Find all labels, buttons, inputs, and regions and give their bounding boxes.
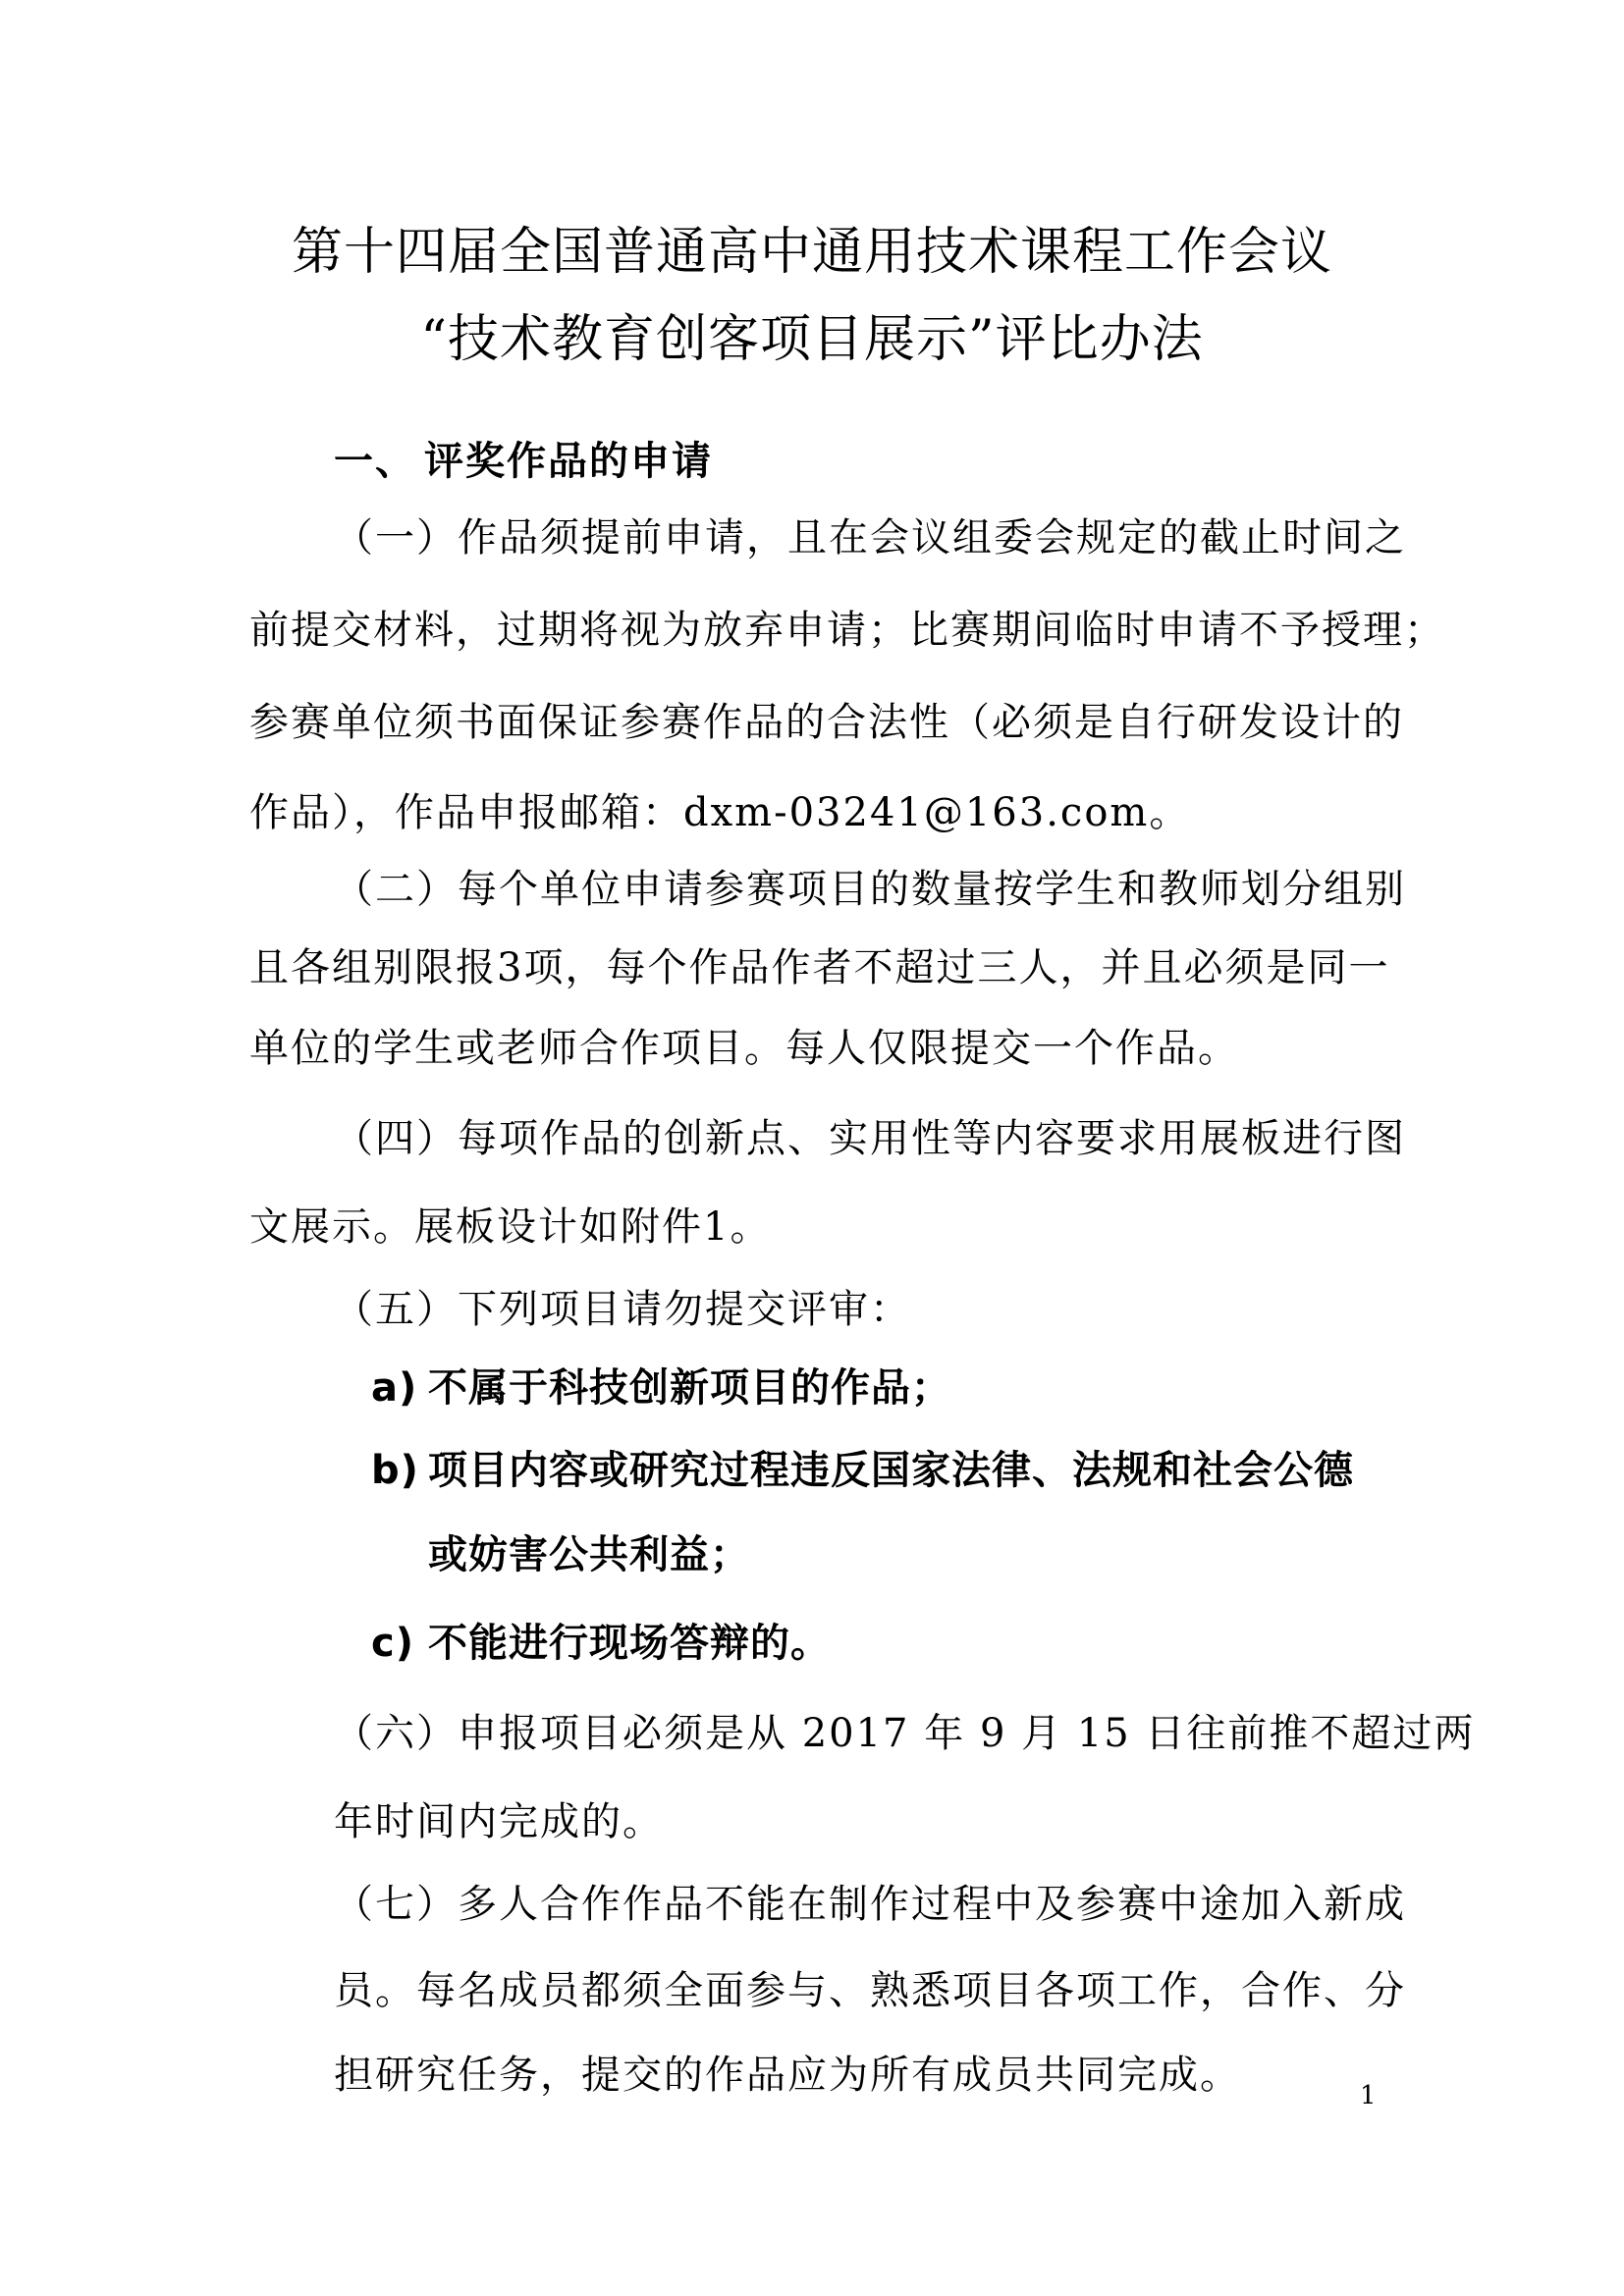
para7-line3: 担研究任务，提交的作品应为所有成员共同完成。: [334, 2053, 1241, 2098]
para5-line1: （五）下列项目请勿提交评审：: [334, 1287, 911, 1332]
para1-line2: 前提交材料，过期将视为放弃申请；比赛期间临时申请不予授理；: [249, 608, 1445, 653]
list-item-a: [371, 1365, 951, 1411]
title-line-1: 第十四届全国普通高中通用技术课程工作会议: [291, 223, 1332, 282]
page-number: 1: [1360, 2081, 1377, 2110]
list-marker: a): [371, 1365, 418, 1411]
para7-line1: （七）多人合作作品不能在制作过程中及参赛中途加入新成: [334, 1882, 1406, 1927]
list-item-text: 不属于科技创新项目的作品；: [428, 1365, 951, 1411]
para4-line1: （四）每项作品的创新点、实用性等内容要求用展板进行图: [334, 1116, 1406, 1161]
list-marker: c): [371, 1621, 414, 1666]
section-number: 一、: [334, 439, 416, 484]
para2-line1: （二）每个单位申请参赛项目的数量按学生和教师划分组别: [334, 867, 1406, 912]
list-item-b-continuation: 或妨害公共利益；: [428, 1532, 750, 1577]
list-item-text: 不能进行现场答辩的。: [428, 1621, 831, 1666]
title-line-2: “技术教育创客项目展示”评比办法: [420, 310, 1204, 369]
para2-line3: 单位的学生或老师合作项目。每人仅限提交一个作品。: [249, 1026, 1239, 1071]
para2-line2: 且各组别限报3项，每个作品作者不超过三人，并且必须是同一: [249, 945, 1390, 990]
para1-line4: 作品），作品申报邮箱：dxm-03241@163.com。: [249, 790, 1191, 835]
section-title: 评奖作品的申请: [424, 439, 713, 484]
list-item-text: 项目内容或研究过程违反国家法律、法规和社会公德: [428, 1448, 1354, 1493]
para6-line1: （六）申报项目必须是从 2017 年 9 月 15 日往前推不超过两: [334, 1711, 1476, 1756]
para1-line1: （一）作品须提前申请，且在会议组委会规定的截止时间之: [334, 515, 1406, 561]
list-item-c: [371, 1621, 831, 1666]
list-item-b: [371, 1448, 1354, 1493]
para1-line3: 参赛单位须书面保证参赛作品的合法性（必须是自行研发设计的: [249, 700, 1404, 745]
para6-line2: 年时间内完成的。: [334, 1799, 664, 1844]
list-marker: b): [371, 1448, 419, 1493]
section-heading: [334, 430, 713, 486]
para7-line2: 员。每名成员都须全面参与、熟悉项目各项工作，合作、分: [334, 1968, 1406, 2013]
para4-line2: 文展示。展板设计如附件1。: [249, 1204, 772, 1250]
